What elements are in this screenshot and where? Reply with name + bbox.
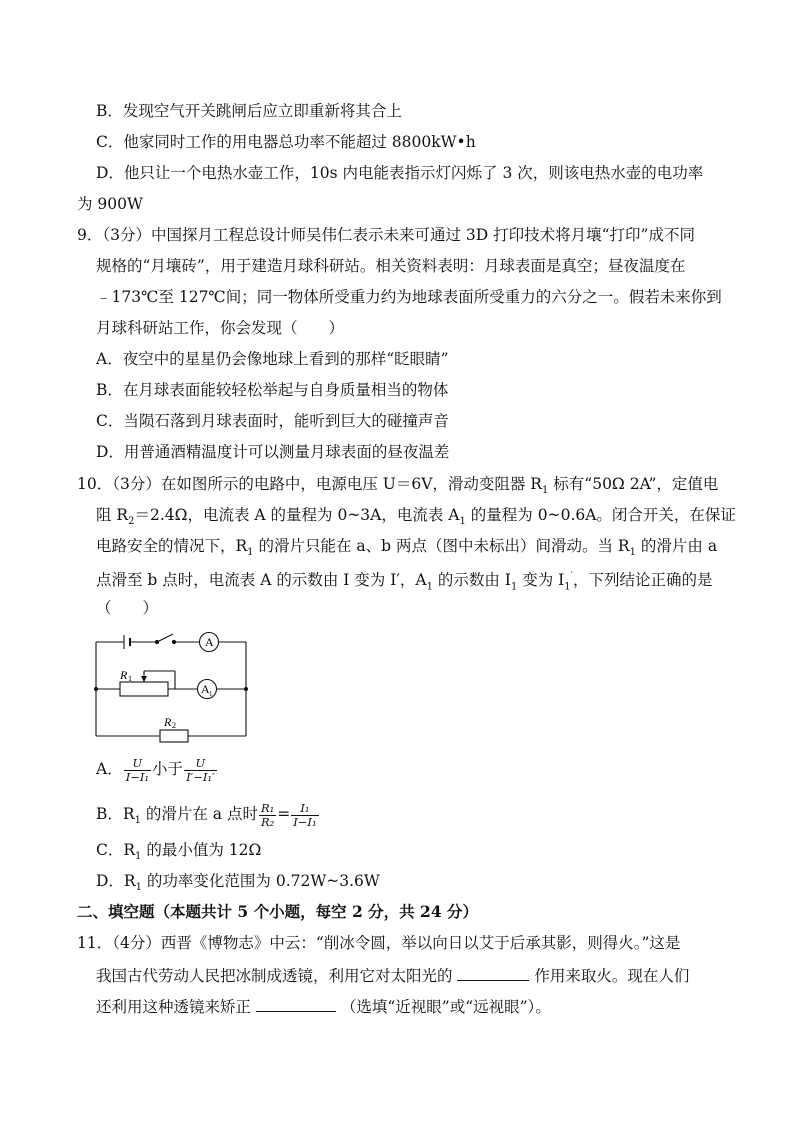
q10-option-a: A． $\frac{U}{\text{I−I₁}}$ 小于 $\frac{U}{\text{I′−I₁′}}$ xyxy=(96,755,215,784)
q10-stem-line4: 点滑至 b 点时，电流表 A 的示数由 I 变为 I′，$A_1$ 的示数由 $I_1$ 变为 $I_1'$，下列结论正确的是 xyxy=(96,571,713,593)
switch-blade xyxy=(157,634,173,642)
q10-option-c: C．$R_1$ 的最小值为 12Ω xyxy=(96,841,262,863)
fraction-u-over-i-prime: $\frac{U}{\text{I′−I₁′}}$ xyxy=(186,755,215,784)
ammeter-a-label: A xyxy=(205,635,214,649)
ammeter-a1-sub: 1 xyxy=(209,690,213,698)
q9-option-a: A．夜空中的星星仍会像地球上看到的那样“眨眼睛” xyxy=(96,350,449,368)
junction-right xyxy=(244,687,248,691)
q11-stem-line2: 我国古代劳动人民把冰制成透镜，利用它对太阳光的 作用来取火。现在人们 xyxy=(96,964,689,986)
q10-stem-line2: 阻 $R_2=2.4\Omega$，电流表 A 的量程为 0~3A，电流表 $A_1$ 的量程为 0~0.6A。闭合开关，在保证 xyxy=(96,506,736,528)
r2-label: R xyxy=(164,715,172,729)
r1-label: R xyxy=(120,668,128,682)
q8-option-c: C．他家同时工作的用电器总功率不能超过 8800kW•h xyxy=(96,133,476,151)
q10-option-b: B．$R_1$ 的滑片在 a 点时 $\frac{\text{R₁}}{\text{R₂}}$ = $\frac{\text{I₁}}{\text{I−I₁}}$ xyxy=(96,800,317,829)
q9-stem-line2: 规格的“月壤砖”，用于建造月球科研站。相关资料表明：月球表面是真空；昼夜温度在 xyxy=(96,257,686,275)
ammeter-a1-label: A xyxy=(201,682,210,696)
q9-option-d: D．用普通酒精温度计可以测量月球表面的昼夜温差 xyxy=(96,443,450,461)
fraction-u-over-i-minus-i1: $\frac{U}{\text{I−I₁}}$ xyxy=(125,755,150,784)
q10-option-d: D．$R_1$ 的功率变化范围为 0.72W~3.6W xyxy=(96,872,380,894)
r2-sub: 2 xyxy=(172,721,176,730)
fraction-r1-over-r2: $\frac{\text{R₁}}{\text{R₂}}$ xyxy=(260,800,275,829)
junction-left xyxy=(94,687,98,691)
q9-option-b: B．在月球表面能较轻松举起与自身质量相当的物体 xyxy=(96,381,449,399)
answer-blank-1[interactable] xyxy=(457,964,529,981)
q9-option-c: C．当陨石落到月球表面时，能听到巨大的碰撞声音 xyxy=(96,412,449,430)
q8-option-b: B．发现空气开关跳闸后应立即重新将其合上 xyxy=(96,102,402,120)
q11-stem-line1: 11．（4分）西晋《博物志》中云：“削冰令圆，举以向日以艾于后承其影，则得火。”这是 xyxy=(77,934,681,952)
q11-stem-line3: 还利用这种透镜来矫正 （选填“近视眼”或“远视眼”）。 xyxy=(96,995,551,1017)
q10-stem-line5: （ ） xyxy=(96,599,159,617)
r1-sub: 1 xyxy=(128,674,132,683)
q9-stem-line1: 9．（3分）中国探月工程总设计师吴伟仁表示未来可通过 3D 打印技术将月壤“打印”成不同 xyxy=(77,226,695,244)
slider-arrowhead xyxy=(141,676,147,682)
fraction-i1-over-i-minus-i1: $\frac{\text{I₁}}{\text{I−I₁}}$ xyxy=(293,800,317,829)
q10-stem-line3: 电路安全的情况下，$R_1$ 的滑片只能在 a、b 两点（图中未标出）间滑动。当 $R_1$ 的滑片由 a xyxy=(96,537,718,559)
section-title: 二、填空题（本题共计 5 个小题，每空 2 分，共 24 分） xyxy=(77,902,479,921)
circuit-diagram xyxy=(90,626,252,744)
resistor-r1 xyxy=(120,682,168,696)
q10-stem-line1: 10．（3分）在如图所示的电路中，电源电压 U＝6V，滑动变阻器 $R_1$ 标有“50Ω 2A”，定值电 xyxy=(77,475,719,497)
q9-stem-line4: 月球科研站工作，你会发现（ ） xyxy=(96,319,345,337)
answer-blank-2[interactable] xyxy=(256,995,336,1012)
q9-stem-line3: ﹣173℃至 127℃间；同一物体所受重力约为地球表面所受重力的六分之一。假若未来你到 xyxy=(96,288,722,306)
q8-option-d-cont: 为 900W xyxy=(77,195,143,213)
q8-option-d: D．他只让一个电热水壶工作，10s 内电能表指示灯闪烁了 3 次，则该电热水壶的电功率 xyxy=(96,164,704,182)
resistor-r2 xyxy=(160,730,188,742)
